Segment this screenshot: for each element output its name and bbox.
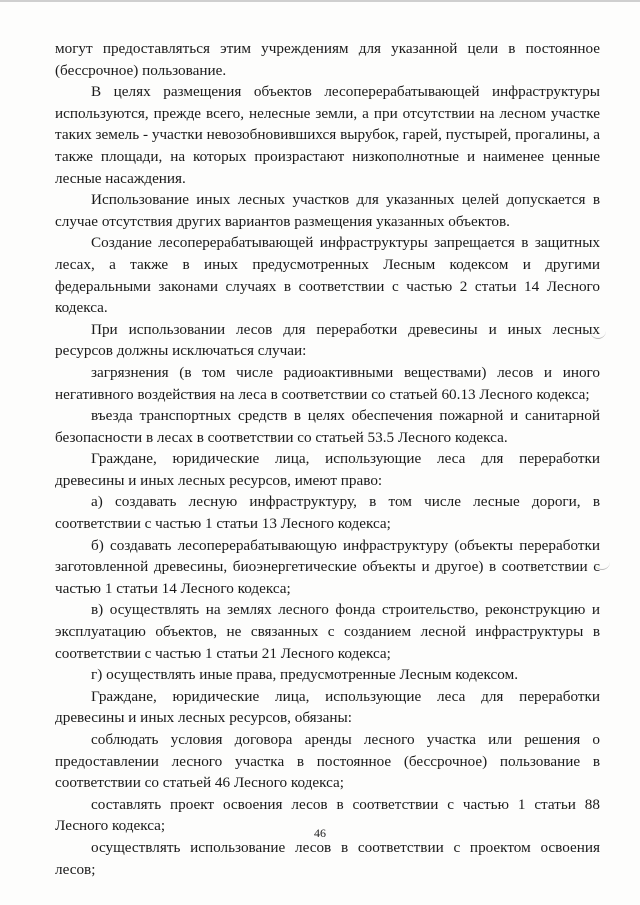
paragraph-other-plots: Использование иных лесных участков для указанных целей допускается в случае отсутствия других вариантов размещения указанных объектов. [55,191,600,230]
paragraph-obligations-intro: Граждане, юридические лица, использующие леса для переработки древесины и иных лесных ресурсов, обязаны: [55,687,600,727]
list-item-right-a: а) создавать лесную инфраструктуру, в том числе лесные дороги, в соответствии с частью 1 статьи 13 Лесного кодекса; [55,493,600,533]
list-item-right-b: б) создавать лесоперерабатывающую инфраструктуру (объекты переработки заготовленной древесины, биоэнергетические объекты и другое) в соответствии с частью 1 статьи 14 Лесного кодекса; [55,536,600,597]
paragraph-prohibition: Создание лесоперерабатывающей инфраструктуры запрещается в защитных лесах, а также в иных предусмотренных Лесным кодексом и другими федеральными законами случаях в соответствии с частью 2 статьи 14 Лесного кодекса. [55,234,600,317]
list-item-pollution: загрязнения (в том числе радиоактивными веществами) лесов и иного негативного воздействия на леса в соответствии со статьей 60.13 Лесного кодекса; [55,363,600,403]
list-item-obligation-use: осуществлять использование лесов в соответствии с проектом освоения лесов; [55,838,600,878]
list-item-obligation-project: составлять проект освоения лесов в соответствии с частью 1 статьи 88 Лесного кодекса; [55,795,600,835]
list-item-right-d: г) осуществлять иные права, предусмотренные Лесным кодексом. [91,666,519,684]
paragraph-continuation: могут предоставляться этим учреждениям для указанной цели в постоянное (бессрочное) пользование. [55,40,600,79]
list-item-obligation-lease: соблюдать условия договора аренды лесного участка или решения о предоставлении лесного участка в постоянное (бессрочное) пользование в соответствии со статьей 46 Лесного кодекса; [55,731,600,792]
list-item-right-c: в) осуществлять на землях лесного фонда строительство, реконструкцию и эксплуатацию объектов, не связанных с созданием лесной инфраструктуры в соответствии с частью 1 статьи 21 Лесного кодекса; [55,601,600,662]
paragraph-rights-intro: Граждане, юридические лица, использующие леса для переработки древесины и иных лесных ресурсов, имеют право: [55,450,600,489]
paragraph-infrastructure-placement: В целях размещения объектов лесоперерабатывающей инфраструктуры используются, прежде всего, нелесные земли, а при отсутствии на лесном участке таких земель - участки невозобновившихся вырубок, гарей, пустырей, прогалины, а также площади, на которых произрастают низкополнотные и наименее ценные лесные насаждения. [55,83,600,187]
paragraph-excluded-cases-intro: При использовании лесов для переработки древесины и иных лесных ресурсов должны исключаться случаи: [55,320,600,360]
page-number: 46 [314,826,326,840]
document-body [55,38,600,880]
page-top-edge [0,0,640,2]
list-item-vehicle-entry: въезда транспортных средств в целях обеспечения пожарной и санитарной безопасности в лесах в соответствии со статьей 53.5 Лесного кодекса. [55,407,600,446]
